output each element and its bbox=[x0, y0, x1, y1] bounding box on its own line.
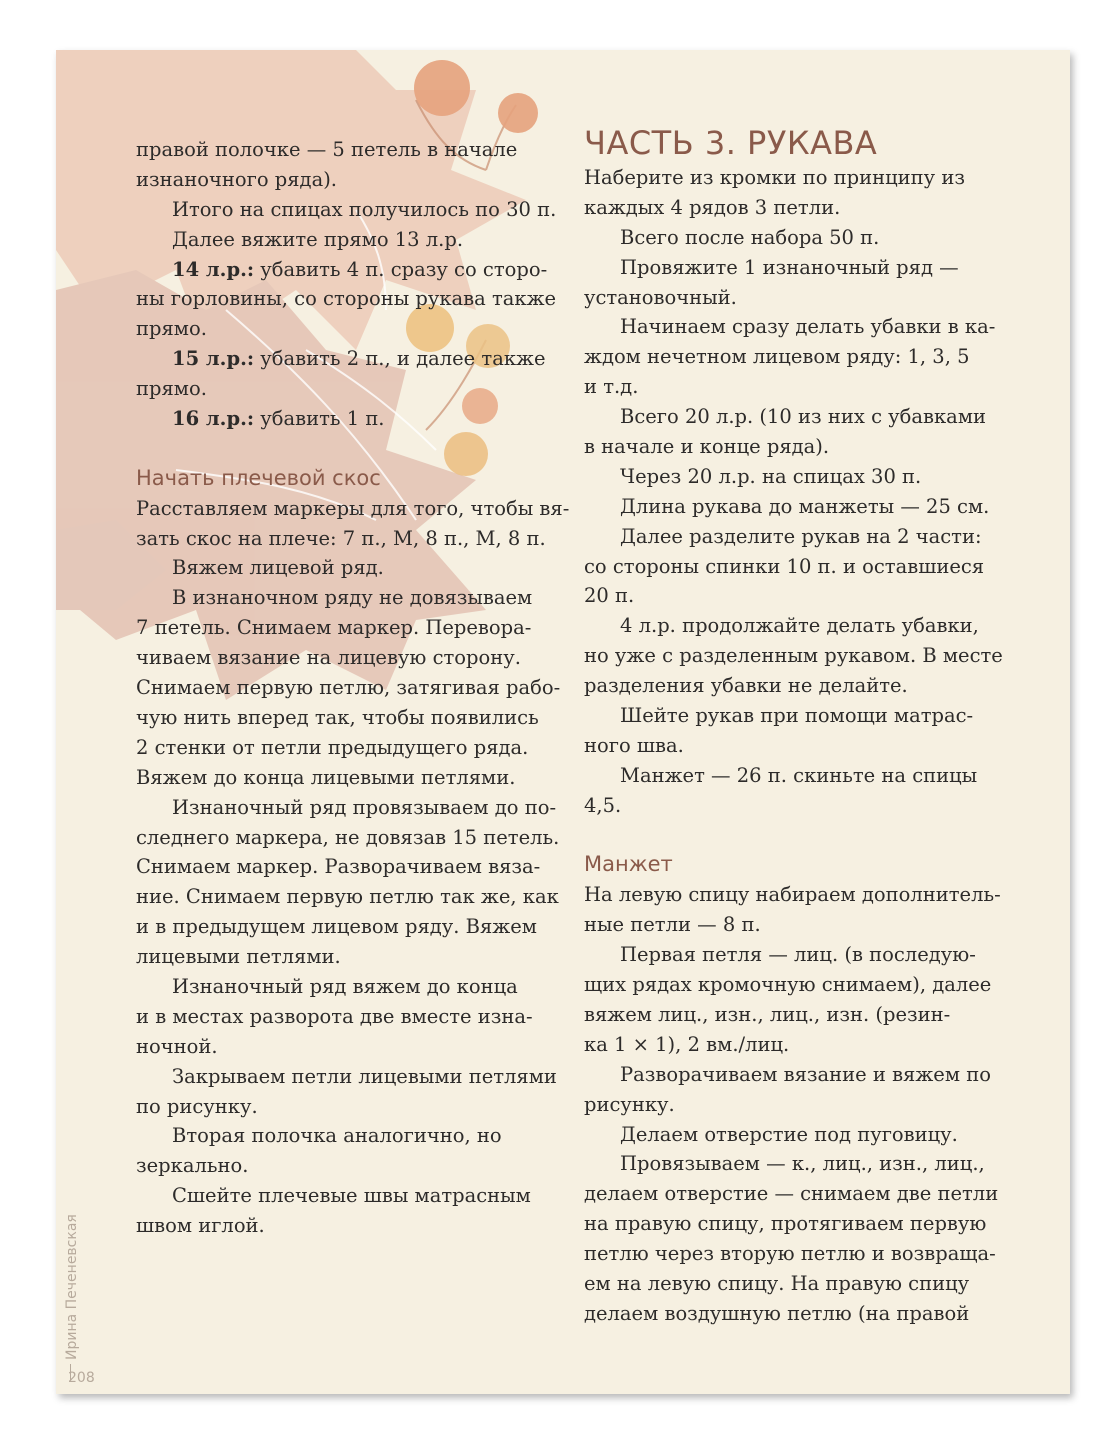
text-line: ем на левую спицу. На правую спицу bbox=[584, 1271, 970, 1295]
text-line: Делаем отверстие под пуговицу. bbox=[620, 1122, 958, 1146]
text-line: 20 п. bbox=[584, 584, 635, 608]
text-line: делаем воздушную петлю (на правой bbox=[584, 1301, 970, 1325]
row-15-text: убавить 2 п., и далее также bbox=[254, 347, 546, 371]
text-line: Провязываем — к., лиц., изн., лиц., bbox=[620, 1152, 985, 1176]
text-line: ние. Снимаем первую петлю так же, как bbox=[136, 885, 559, 909]
text-line: 4,5. bbox=[584, 793, 622, 817]
section-heading-cuff: Манжет bbox=[584, 852, 673, 877]
text-line: ночной. bbox=[136, 1034, 218, 1058]
row-14-text: убавить 4 п. сразу со сторо- bbox=[254, 257, 548, 281]
text-line: каждых 4 рядов 3 петли. bbox=[584, 195, 841, 219]
row-16-label: 16 л.р.: bbox=[172, 407, 255, 431]
text-line: вяжем лиц., изн., лиц., изн. (резин- bbox=[584, 1002, 951, 1026]
text-line: зеркально. bbox=[136, 1154, 249, 1178]
text-line: и т.д. bbox=[584, 375, 639, 399]
text-line: Вторая полочка аналогично, но bbox=[172, 1124, 502, 1148]
spacer bbox=[136, 434, 546, 464]
book-page bbox=[56, 50, 1070, 1394]
text-line: щих рядах кромочную снимаем), далее bbox=[584, 973, 992, 997]
text-line: установочный. bbox=[584, 285, 737, 309]
text-line: Итого на спицах получилось по 30 п. bbox=[172, 197, 557, 221]
text-line: ка 1 × 1), 2 вм./лиц. bbox=[584, 1032, 790, 1056]
text-line: 7 петель. Снимаем маркер. Перевора- bbox=[136, 616, 532, 640]
text-line: чиваем вязание на лицевую сторону. bbox=[136, 646, 521, 670]
text-line: Закрываем петли лицевыми петлями bbox=[172, 1064, 557, 1088]
text-line: Начинаем сразу делать убавки в ка- bbox=[620, 315, 996, 339]
row-14-instruction bbox=[136, 255, 546, 285]
section-heading-shoulder: Начать плечевой скос bbox=[136, 465, 381, 490]
text-line: но уже с разделенным рукавом. В месте bbox=[584, 644, 1003, 668]
text-line: изнаночного ряда). bbox=[136, 167, 337, 191]
text-line: Вяжем до конца лицевыми петлями. bbox=[136, 765, 516, 789]
text-line: Через 20 л.р. на спицах 30 п. bbox=[620, 464, 922, 488]
text-line: чую нить вперед так, чтобы появились bbox=[136, 705, 539, 729]
text-line: Манжет — 26 п. скиньте на спицы bbox=[620, 763, 978, 787]
text-line: Сшейте плечевые швы матрасным bbox=[172, 1184, 531, 1208]
page-number: 208 bbox=[68, 1370, 95, 1386]
author-name: Ирина Печеневская bbox=[64, 1214, 80, 1360]
part-heading: ЧАСТЬ 3. РУКАВА bbox=[584, 124, 878, 162]
text-line: по рисунку. bbox=[136, 1094, 258, 1118]
text-line: Наберите из кромки по принципу из bbox=[584, 166, 965, 189]
text-line: со стороны спинки 10 п. и оставшиеся bbox=[584, 554, 985, 578]
text-line: делаем отверстие — снимаем две петли bbox=[584, 1182, 999, 1206]
text-line: Снимаем первую петлю, затягивая рабо- bbox=[136, 676, 561, 700]
text-line: На левую спицу набираем дополнитель- bbox=[584, 883, 1001, 907]
text-line: Вяжем лицевой ряд. bbox=[172, 556, 384, 580]
text-line: следнего маркера, не довязав 15 петель. bbox=[136, 825, 560, 849]
text-line: ные петли — 8 п. bbox=[584, 913, 761, 937]
row-16-text: убавить 1 п. bbox=[254, 407, 385, 431]
text-line: Шейте рукав при помощи матрас- bbox=[620, 704, 974, 728]
text-line: лицевыми петлями. bbox=[136, 945, 341, 969]
text-line: рисунку. bbox=[584, 1092, 675, 1116]
text-line: прямо. bbox=[136, 377, 207, 401]
berry-1 bbox=[414, 60, 470, 116]
text-line: Далее разделите рукав на 2 части: bbox=[620, 524, 982, 548]
text-line: Всего после набора 50 п. bbox=[620, 225, 880, 249]
berry-2 bbox=[498, 93, 538, 133]
text-line: 2 стенки от петли предыдущего ряда. bbox=[136, 735, 529, 759]
text-line: Изнаночный ряд провязываем до по- bbox=[172, 795, 557, 819]
text-line: Изнаночный ряд вяжем до конца bbox=[172, 974, 518, 998]
text-line: Длина рукава до манжеты — 25 см. bbox=[620, 494, 990, 518]
text-line: Провяжите 1 изнаночный ряд — bbox=[620, 255, 959, 279]
text-line: петлю через вторую петлю и возвраща- bbox=[584, 1242, 996, 1266]
text-line: на правую спицу, протягиваем первую bbox=[584, 1212, 987, 1236]
right-column bbox=[584, 123, 1003, 1329]
text-line: в начале и конце ряда). bbox=[584, 435, 830, 459]
text-line: Всего 20 л.р. (10 из них с убавками bbox=[620, 405, 986, 429]
row-16-instruction bbox=[136, 404, 546, 434]
text-line: 4 л.р. продолжайте делать убавки, bbox=[620, 614, 979, 638]
text-line: зать скос на плече: 7 п., М, 8 п., М, 8 п. bbox=[136, 526, 546, 550]
text-line: ного шва. bbox=[584, 733, 684, 757]
text-line: В изнаночном ряду не довязываем bbox=[172, 586, 533, 610]
text-line: Разворачиваем вязание и вяжем по bbox=[620, 1062, 991, 1086]
row-14-label: 14 л.р.: bbox=[172, 257, 255, 281]
spacer bbox=[584, 821, 994, 851]
text-line: прямо. bbox=[136, 317, 207, 341]
text-line: Расставляем маркеры для того, чтобы вя- bbox=[136, 496, 570, 520]
text-line: ждом нечетном лицевом ряду: 1, 3, 5 bbox=[584, 345, 970, 369]
text-line: Далее вяжите прямо 13 л.р. bbox=[172, 227, 464, 251]
row-15-label: 15 л.р.: bbox=[172, 347, 255, 371]
text-line: и в местах разворота две вместе изна- bbox=[136, 1004, 533, 1028]
text-line: и в предыдущем лицевом ряду. Вяжем bbox=[136, 915, 537, 939]
text-line: ны горловины, со стороны рукава также bbox=[136, 287, 557, 311]
text-line: разделения убавки не делайте. bbox=[584, 674, 908, 698]
row-15-instruction bbox=[136, 344, 546, 374]
text-line: швом иглой. bbox=[136, 1214, 265, 1238]
text-line: Первая петля — лиц. (в последую- bbox=[620, 943, 976, 967]
left-column bbox=[136, 135, 570, 1241]
text-line: Снимаем маркер. Разворачиваем вяза- bbox=[136, 855, 541, 879]
text-line: правой полочке — 5 петель в начале bbox=[136, 138, 518, 161]
